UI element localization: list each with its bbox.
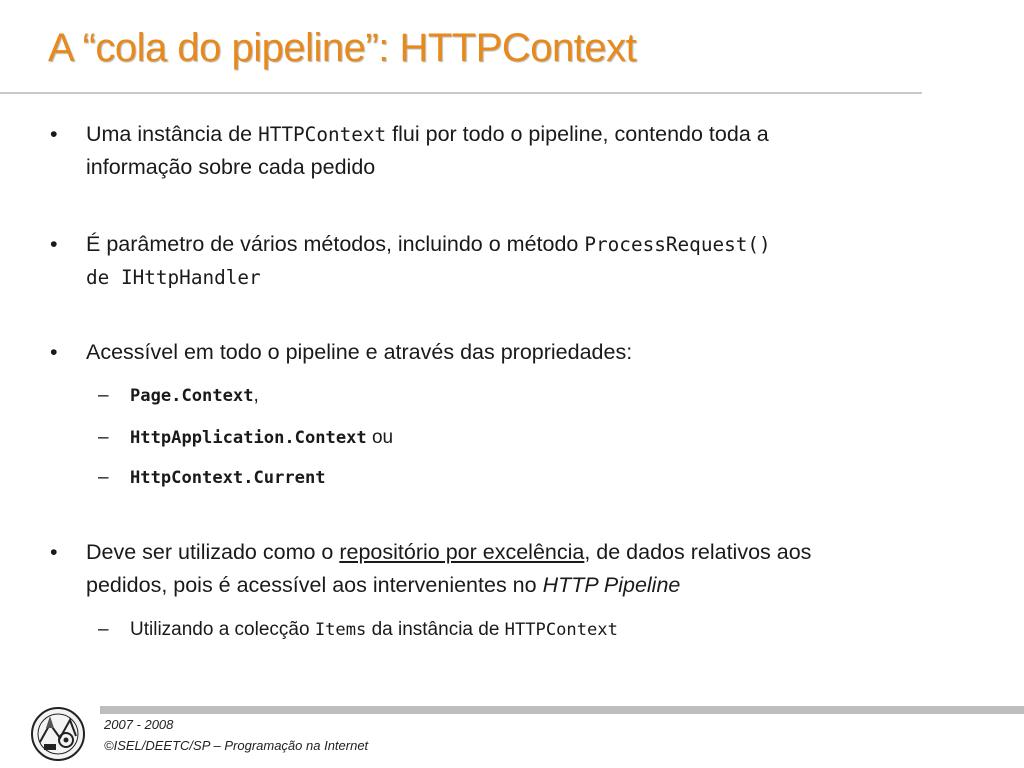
dash-marker: – <box>98 385 109 406</box>
sub-item-httpcontext-current <box>98 464 990 492</box>
bullet-2 <box>50 228 986 294</box>
bullet-1-text-c: informação sobre cada pedido <box>86 155 376 179</box>
footer-credit: ©ISEL/DEETC/SP – Programação na Internet <box>104 738 369 753</box>
footer-year: 2007 - 2008 <box>104 717 174 732</box>
bullet-2-code-interface: de IHttpHandler <box>86 266 261 289</box>
sub-item-suffix: , <box>253 385 259 406</box>
sub-item-text-b: da instância de <box>366 619 505 640</box>
bullet-marker: • <box>50 232 58 256</box>
bullet-2-code-method: ProcessRequest() <box>584 233 771 256</box>
bullet-1-text-a: Uma instância de <box>86 122 259 146</box>
sub-item-page-context <box>98 382 990 410</box>
sub-item-text-a: Utilizando a colecção <box>130 619 315 640</box>
bullet-1-code: HTTPContext <box>258 123 387 146</box>
bullet-2-text: É parâmetro de vários métodos, incluindo o método <box>86 232 585 256</box>
sub-item-httpapplication-context <box>98 424 990 452</box>
sub-item-code: HttpContext.Current <box>130 468 326 488</box>
slide-title: A “cola do pipeline”: HTTPContext <box>48 26 637 70</box>
sub-item-code-httpcontext: HTTPContext <box>504 620 618 640</box>
dash-marker: – <box>98 427 109 448</box>
dash-marker: – <box>98 619 109 640</box>
footer-bar <box>100 706 1024 714</box>
bullet-1-text-b: flui por todo o pipeline, contendo toda a <box>386 122 769 146</box>
sub-item-code: HttpApplication.Context <box>130 428 367 448</box>
sub-item-items <box>98 616 990 644</box>
bullet-4 <box>50 536 986 602</box>
bullet-marker: • <box>50 122 58 146</box>
sub-item-suffix: ou <box>366 427 394 448</box>
sub-item-code-items: Items <box>314 620 367 640</box>
bullet-1 <box>50 118 986 184</box>
bullet-3 <box>50 336 986 369</box>
bullet-marker: • <box>50 340 58 364</box>
bullet-3-text: Acessível em todo o pipeline e através das propriedades: <box>86 340 633 364</box>
bullet-4-underlined: repositório por excelência <box>339 540 585 564</box>
bullet-4-text-a: Deve ser utilizado como o <box>86 540 340 564</box>
dash-marker: – <box>98 467 109 488</box>
bullet-4-text-c: pedidos, pois é acessível aos intervenientes no <box>86 573 543 597</box>
bullet-4-text-b: , de dados relativos aos <box>584 540 812 564</box>
bullet-marker: • <box>50 540 58 564</box>
isel-logo-icon <box>30 706 86 762</box>
sub-item-code: Page.Context <box>130 386 254 406</box>
bullet-4-italic: HTTP Pipeline <box>542 573 681 597</box>
